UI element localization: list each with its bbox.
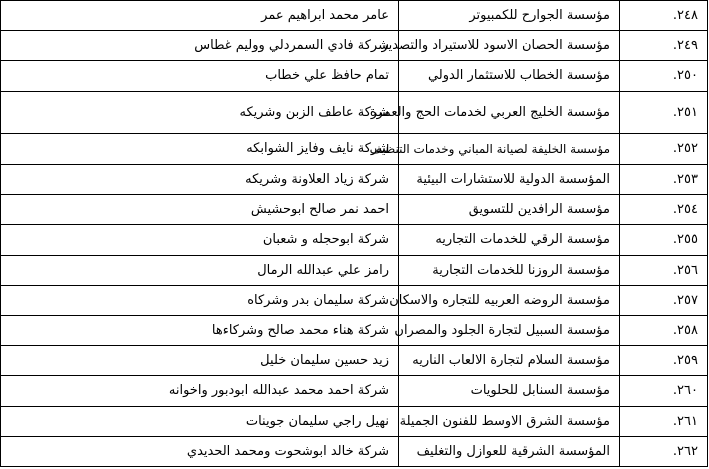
row-number-cell: ٢٦٢. (620, 436, 708, 466)
establishment-name-cell: المؤسسة الشرقية للعوازل والتغليف (399, 436, 620, 466)
establishment-name-cell: مؤسسة الخليفة لصيانة المباني وخدمات التنظيف (399, 133, 620, 164)
owner-name-cell: شركة نايف وفايز الشوابكه (1, 133, 399, 164)
owner-name-cell: عامر محمد ابراهيم عمر (1, 1, 399, 31)
row-number-cell: ٢٥٧. (620, 285, 708, 315)
owner-name-cell: احمد نمر صالح ابوحشيش (1, 195, 399, 225)
owner-name-cell: شركة سليمان بدر وشركاه (1, 285, 399, 315)
row-number-cell: ٢٥٣. (620, 165, 708, 195)
owner-name-cell: شركة خالد ابوشحوت ومحمد الحديدي (1, 436, 399, 466)
table-body (1, 1, 708, 467)
establishment-name-cell: مؤسسة السنابل للحلويات (399, 376, 620, 406)
table-row (1, 346, 708, 376)
row-number-cell: ٢٥٨. (620, 315, 708, 345)
table-row (1, 406, 708, 436)
table-row (1, 315, 708, 345)
owner-name-cell: شركة زياد العلاونة وشريكه (1, 165, 399, 195)
owner-name-cell: رامز علي عبدالله الرمال (1, 255, 399, 285)
table-row (1, 133, 708, 164)
establishment-name-cell: مؤسسة السبيل لتجارة الجلود والمصران (399, 315, 620, 345)
row-number-cell: ٢٦٠. (620, 376, 708, 406)
row-number-cell: ٢٤٨. (620, 1, 708, 31)
row-number-cell: ٢٥٤. (620, 195, 708, 225)
establishment-name-cell: مؤسسة الخليج العربي لخدمات الحج والعمرة (399, 91, 620, 133)
table-row (1, 31, 708, 61)
table-row (1, 61, 708, 91)
owner-name-cell: نهيل راجي سليمان جوينات (1, 406, 399, 436)
table-row (1, 255, 708, 285)
table-row (1, 376, 708, 406)
owner-name-cell: شركة فادي السمردلي ووليم غطاس (1, 31, 399, 61)
establishment-name-cell: المؤسسة الدولية للاستشارات البيئية (399, 165, 620, 195)
establishment-name-cell: مؤسسة الحصان الاسود للاستيراد والتصدير (399, 31, 620, 61)
table-row (1, 225, 708, 255)
establishment-name-cell: مؤسسة الجوارح للكمبيوتر (399, 1, 620, 31)
owner-name-cell: شركة ابوحجله و شعبان (1, 225, 399, 255)
establishment-name-cell: مؤسسة الروضه العربيه للتجاره والاسكان (399, 285, 620, 315)
row-number-cell: ٢٤٩. (620, 31, 708, 61)
owner-name-cell: شركة هناء محمد صالح وشركاءها (1, 315, 399, 345)
table-row (1, 285, 708, 315)
table-row (1, 436, 708, 466)
row-number-cell: ٢٥٦. (620, 255, 708, 285)
row-number-cell: ٢٥٥. (620, 225, 708, 255)
establishment-name-cell: مؤسسة الرافدين للتسويق (399, 195, 620, 225)
table-row (1, 91, 708, 133)
establishment-name-cell: مؤسسة الشرق الاوسط للفنون الجميلة (399, 406, 620, 436)
table-row (1, 165, 708, 195)
row-number-cell: ٢٥٢. (620, 133, 708, 164)
establishment-name-cell: مؤسسة السلام لتجارة الالعاب الناريه (399, 346, 620, 376)
table-row (1, 195, 708, 225)
table-row (1, 1, 708, 31)
establishment-name-cell: مؤسسة الرقي للخدمات التجاريه (399, 225, 620, 255)
owner-name-cell: تمام حافظ علي خطاب (1, 61, 399, 91)
row-number-cell: ٢٥٩. (620, 346, 708, 376)
row-number-cell: ٢٥١. (620, 91, 708, 133)
owner-name-cell: شركة احمد محمد عبدالله ابودبور واخوانه (1, 376, 399, 406)
row-number-cell: ٢٦١. (620, 406, 708, 436)
row-number-cell: ٢٥٠. (620, 61, 708, 91)
establishment-name-cell: مؤسسة الروزنا للخدمات التجارية (399, 255, 620, 285)
owner-name-cell: زيد حسين سليمان خليل (1, 346, 399, 376)
owner-name-cell: شركة عاطف الزبن وشريكه (1, 91, 399, 133)
establishment-name-cell: مؤسسة الخطاب للاستثمار الدولي (399, 61, 620, 91)
